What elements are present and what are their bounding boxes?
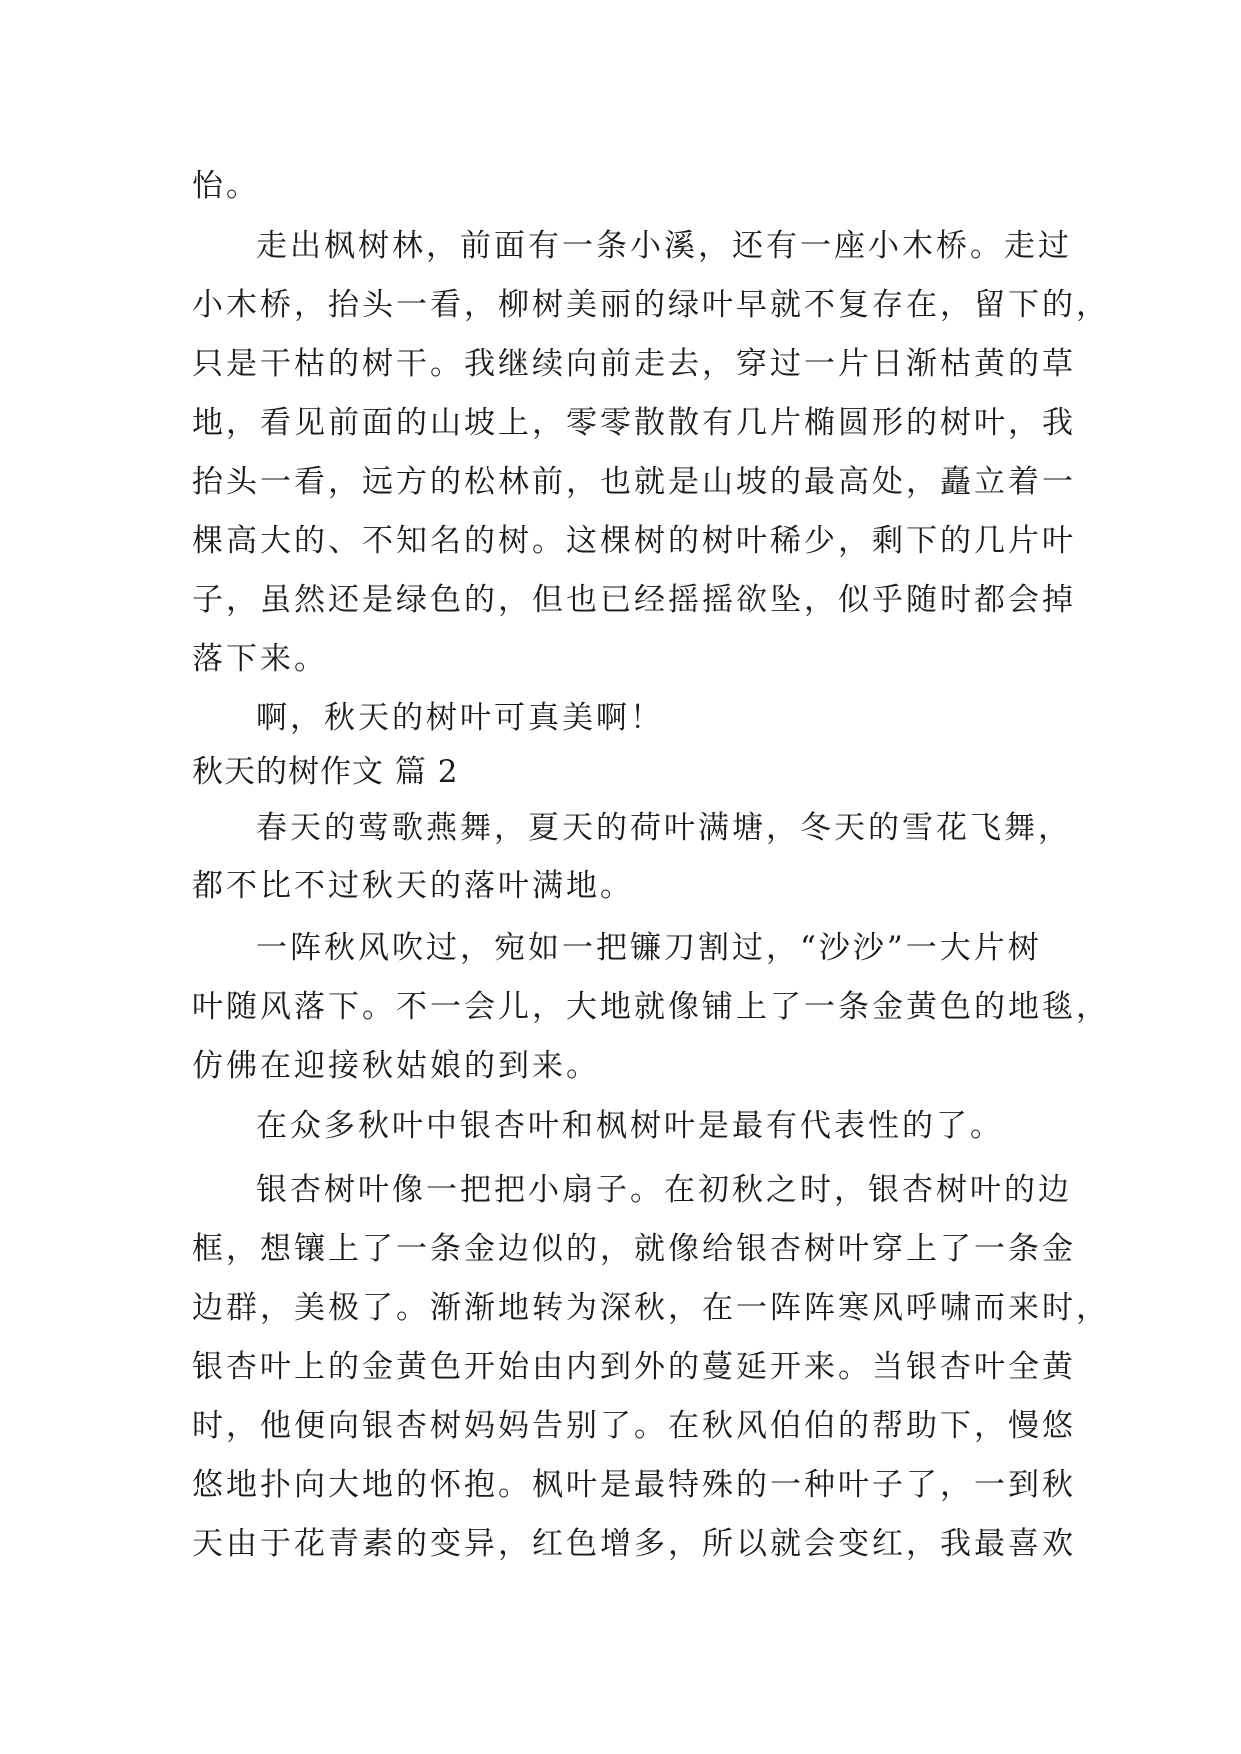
text-line: 悠地扑向大地的怀抱。枫叶是最特殊的一种叶子了，一到秋 [192,1467,1076,1503]
text-line: 落下来。 [192,641,328,677]
paragraph-line: 走出枫树林，前面有一条小溪，还有一座小木桥。走过 [256,228,1072,264]
paragraph-line: 在众多秋叶中银杏叶和枫树叶是最有代表性的了。 [256,1108,1004,1144]
text-line: 边群，美极了。渐渐地转为深秋，在一阵阵寒风呼啸而来时， [192,1290,1110,1326]
text-line: 怡。 [192,168,260,204]
text-line: 仿佛在迎接秋姑娘的到来。 [192,1048,600,1084]
text-line: 子，虽然还是绿色的，但也已经摇摇欲坠，似乎随时都会掉 [192,582,1076,618]
text-line: 抬头一看，远方的松林前，也就是山坡的最高处，矗立着一 [192,464,1076,500]
text-line: 框，想镶上了一条金边似的，就像给银杏树叶穿上了一条金 [192,1231,1076,1267]
text-line: 叶随风落下。不一会儿，大地就像铺上了一条金黄色的地毯， [192,989,1110,1025]
text-line: 只是干枯的树干。我继续向前走去，穿过一片日渐枯黄的草 [192,346,1076,382]
text-line: 棵高大的、不知名的树。这棵树的树叶稀少，剩下的几片叶 [192,523,1076,559]
paragraph-line: 一阵秋风吹过，宛如一把镰刀割过，“沙沙”一大片树 [256,930,1042,966]
section-heading: 秋天的树作文 篇 2 [192,754,459,790]
paragraph-line: 春天的莺歌燕舞，夏天的荷叶满塘，冬天的雪花飞舞， [256,810,1072,846]
paragraph-line: 银杏树叶像一把把小扇子。在初秋之时，银杏树叶的边 [256,1172,1072,1208]
text-line: 天由于花青素的变异，红色增多，所以就会变红，我最喜欢 [192,1526,1076,1562]
paragraph-line: 啊，秋天的树叶可真美啊！ [256,700,664,736]
text-line: 时，他便向银杏树妈妈告别了。在秋风伯伯的帮助下，慢悠 [192,1408,1076,1444]
text-line: 小木桥，抬头一看，柳树美丽的绿叶早就不复存在，留下的， [192,287,1110,323]
text-line: 银杏叶上的金黄色开始由内到外的蔓延开来。当银杏叶全黄 [192,1349,1076,1385]
text-line: 地，看见前面的山坡上，零零散散有几片椭圆形的树叶，我 [192,405,1076,441]
text-line: 都不比不过秋天的落叶满地。 [192,868,634,904]
